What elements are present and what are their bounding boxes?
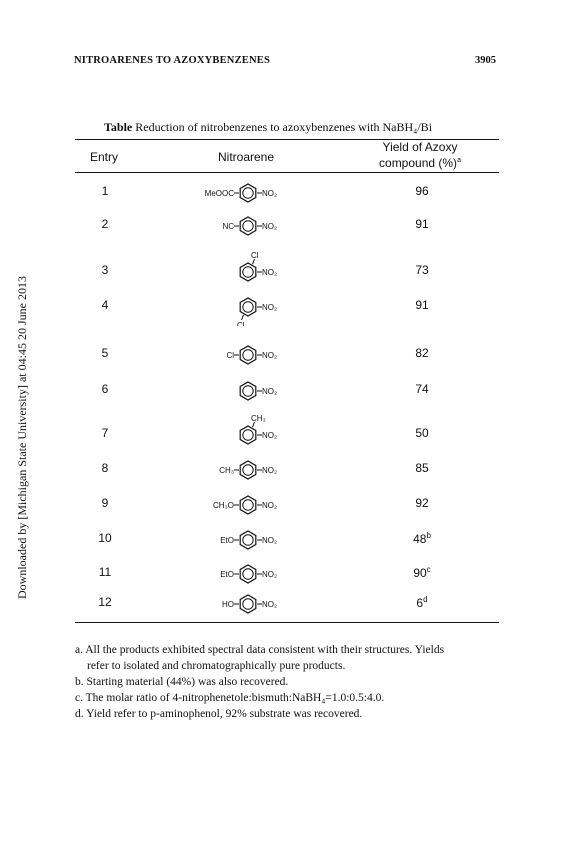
yield-value: 91 (415, 217, 429, 231)
aromatic-circle (243, 599, 253, 609)
aromatic-circle (243, 500, 253, 510)
footnote-a-cont: refer to isolated and chromatographically pure products. (87, 660, 346, 672)
nitro-group-label: NO₂ (262, 466, 278, 475)
substituent-label: NC (222, 222, 234, 231)
aromatic-circle (243, 221, 253, 231)
yield-value: 82 (415, 346, 429, 360)
substituent-label: MeOOC (204, 189, 234, 198)
aromatic-circle (243, 569, 253, 579)
yield-value: 92 (415, 496, 429, 510)
substituent-label: CH₃O (212, 501, 234, 510)
entry-number: 10 (98, 531, 112, 545)
nitro-group-label: NO₂ (262, 303, 278, 312)
aromatic-circle (243, 188, 253, 198)
substituent-label: Cl (226, 351, 234, 360)
table-caption (104, 120, 432, 135)
footnote-d: d. Yield refer to p-aminophenol, 92% substrate was recovered. (75, 708, 363, 720)
yield-value: 6$^d$ (416, 595, 428, 610)
yield-footnote-mark: c (426, 565, 431, 574)
table-caption-text: Reduction of nitrobenzenes to azoxybenzenes with NaBH₄/Bi (135, 120, 433, 134)
ortho-substituent-label: CH₃ (251, 414, 266, 423)
entry-number: 3 (101, 263, 109, 277)
nitro-group-label: NO₂ (262, 268, 278, 277)
yield-value: 74 (415, 382, 429, 396)
nitro-group-label: NO₂ (262, 222, 278, 231)
header-entry: Entry (90, 150, 119, 164)
nitro-group-label: NO₂ (262, 501, 278, 510)
running-head-title: NITROARENES TO AZOXYBENZENES (74, 55, 271, 66)
entry-number: 6 (101, 382, 109, 396)
header-yield-line1: Yield of Azoxy (382, 140, 458, 154)
entry-number: 2 (101, 217, 109, 231)
substituent-label: HO (222, 600, 234, 609)
yield-footnote-mark: b (426, 531, 431, 540)
entry-number: 8 (101, 461, 109, 475)
footnotes (75, 642, 505, 722)
yield-value: 73 (415, 263, 429, 277)
aromatic-circle (243, 350, 253, 360)
entry-number: 4 (101, 298, 109, 312)
entry-number: 1 (101, 184, 109, 198)
yield-value: 96 (415, 184, 429, 198)
ortho-substituent-label: Cl (251, 251, 259, 260)
yield-footnote-mark: d (423, 595, 428, 604)
substituent-label: CH₃ (219, 466, 234, 475)
aromatic-circle (243, 430, 253, 440)
nitroarene-structure (180, 282, 320, 331)
yield-value: 85 (415, 461, 429, 475)
meta-substituent-label: Cl (237, 321, 245, 326)
running-head (0, 51, 576, 71)
download-watermark: Downloaded by [Michigan State University] at 04:45 20 June 2013 (15, 276, 29, 599)
entry-number: 12 (98, 595, 112, 609)
nitro-group-label: NO₂ (262, 431, 278, 440)
aromatic-circle (243, 465, 253, 475)
aromatic-circle (243, 386, 253, 396)
aromatic-circle (243, 267, 253, 277)
header-yield-footnote-mark: a (457, 157, 461, 164)
entry-number: 9 (101, 496, 109, 510)
header-yield-line2: compound (%) (379, 156, 458, 170)
yield-value: 50 (415, 426, 429, 440)
table-bottom-rule (75, 622, 499, 623)
entry-number: 5 (101, 346, 109, 360)
nitro-group-label: NO₂ (262, 387, 278, 396)
nitro-group-label: NO₂ (262, 600, 278, 609)
entry-number: 11 (98, 565, 112, 579)
footnote-b: b. Starting material (44%) was also recovered. (75, 676, 289, 688)
aromatic-circle (243, 535, 253, 545)
aromatic-circle (243, 302, 253, 312)
footnote-a: a. All the products exhibited spectral data consistent with their structures. Yields (75, 644, 445, 656)
nitro-group-label: NO₂ (262, 536, 278, 545)
yield-value: 48$^b$ (413, 531, 431, 546)
table-label: Table (104, 120, 133, 134)
nitroarene-structure (180, 366, 320, 415)
substituent-label: EtO (220, 570, 234, 579)
yield-value: 91 (415, 298, 429, 312)
substituent-label: EtO (220, 536, 234, 545)
nitro-group-label: NO₂ (262, 189, 278, 198)
header-yield (370, 140, 470, 170)
nitro-group-label: NO₂ (262, 570, 278, 579)
nitroarene-structure (180, 201, 320, 250)
page-number: 3905 (475, 55, 496, 66)
entry-number: 7 (101, 426, 109, 440)
header-nitroarene: Nitroarene (218, 150, 275, 164)
yield-value: 90$^c$ (413, 565, 431, 580)
nitroarene-structure (180, 579, 320, 628)
nitro-group-label: NO₂ (262, 351, 278, 360)
footnote-c: c. The molar ratio of 4-nitrophenetole:bismuth:NaBH₄=1.0:0.5:4.0. (75, 692, 385, 704)
